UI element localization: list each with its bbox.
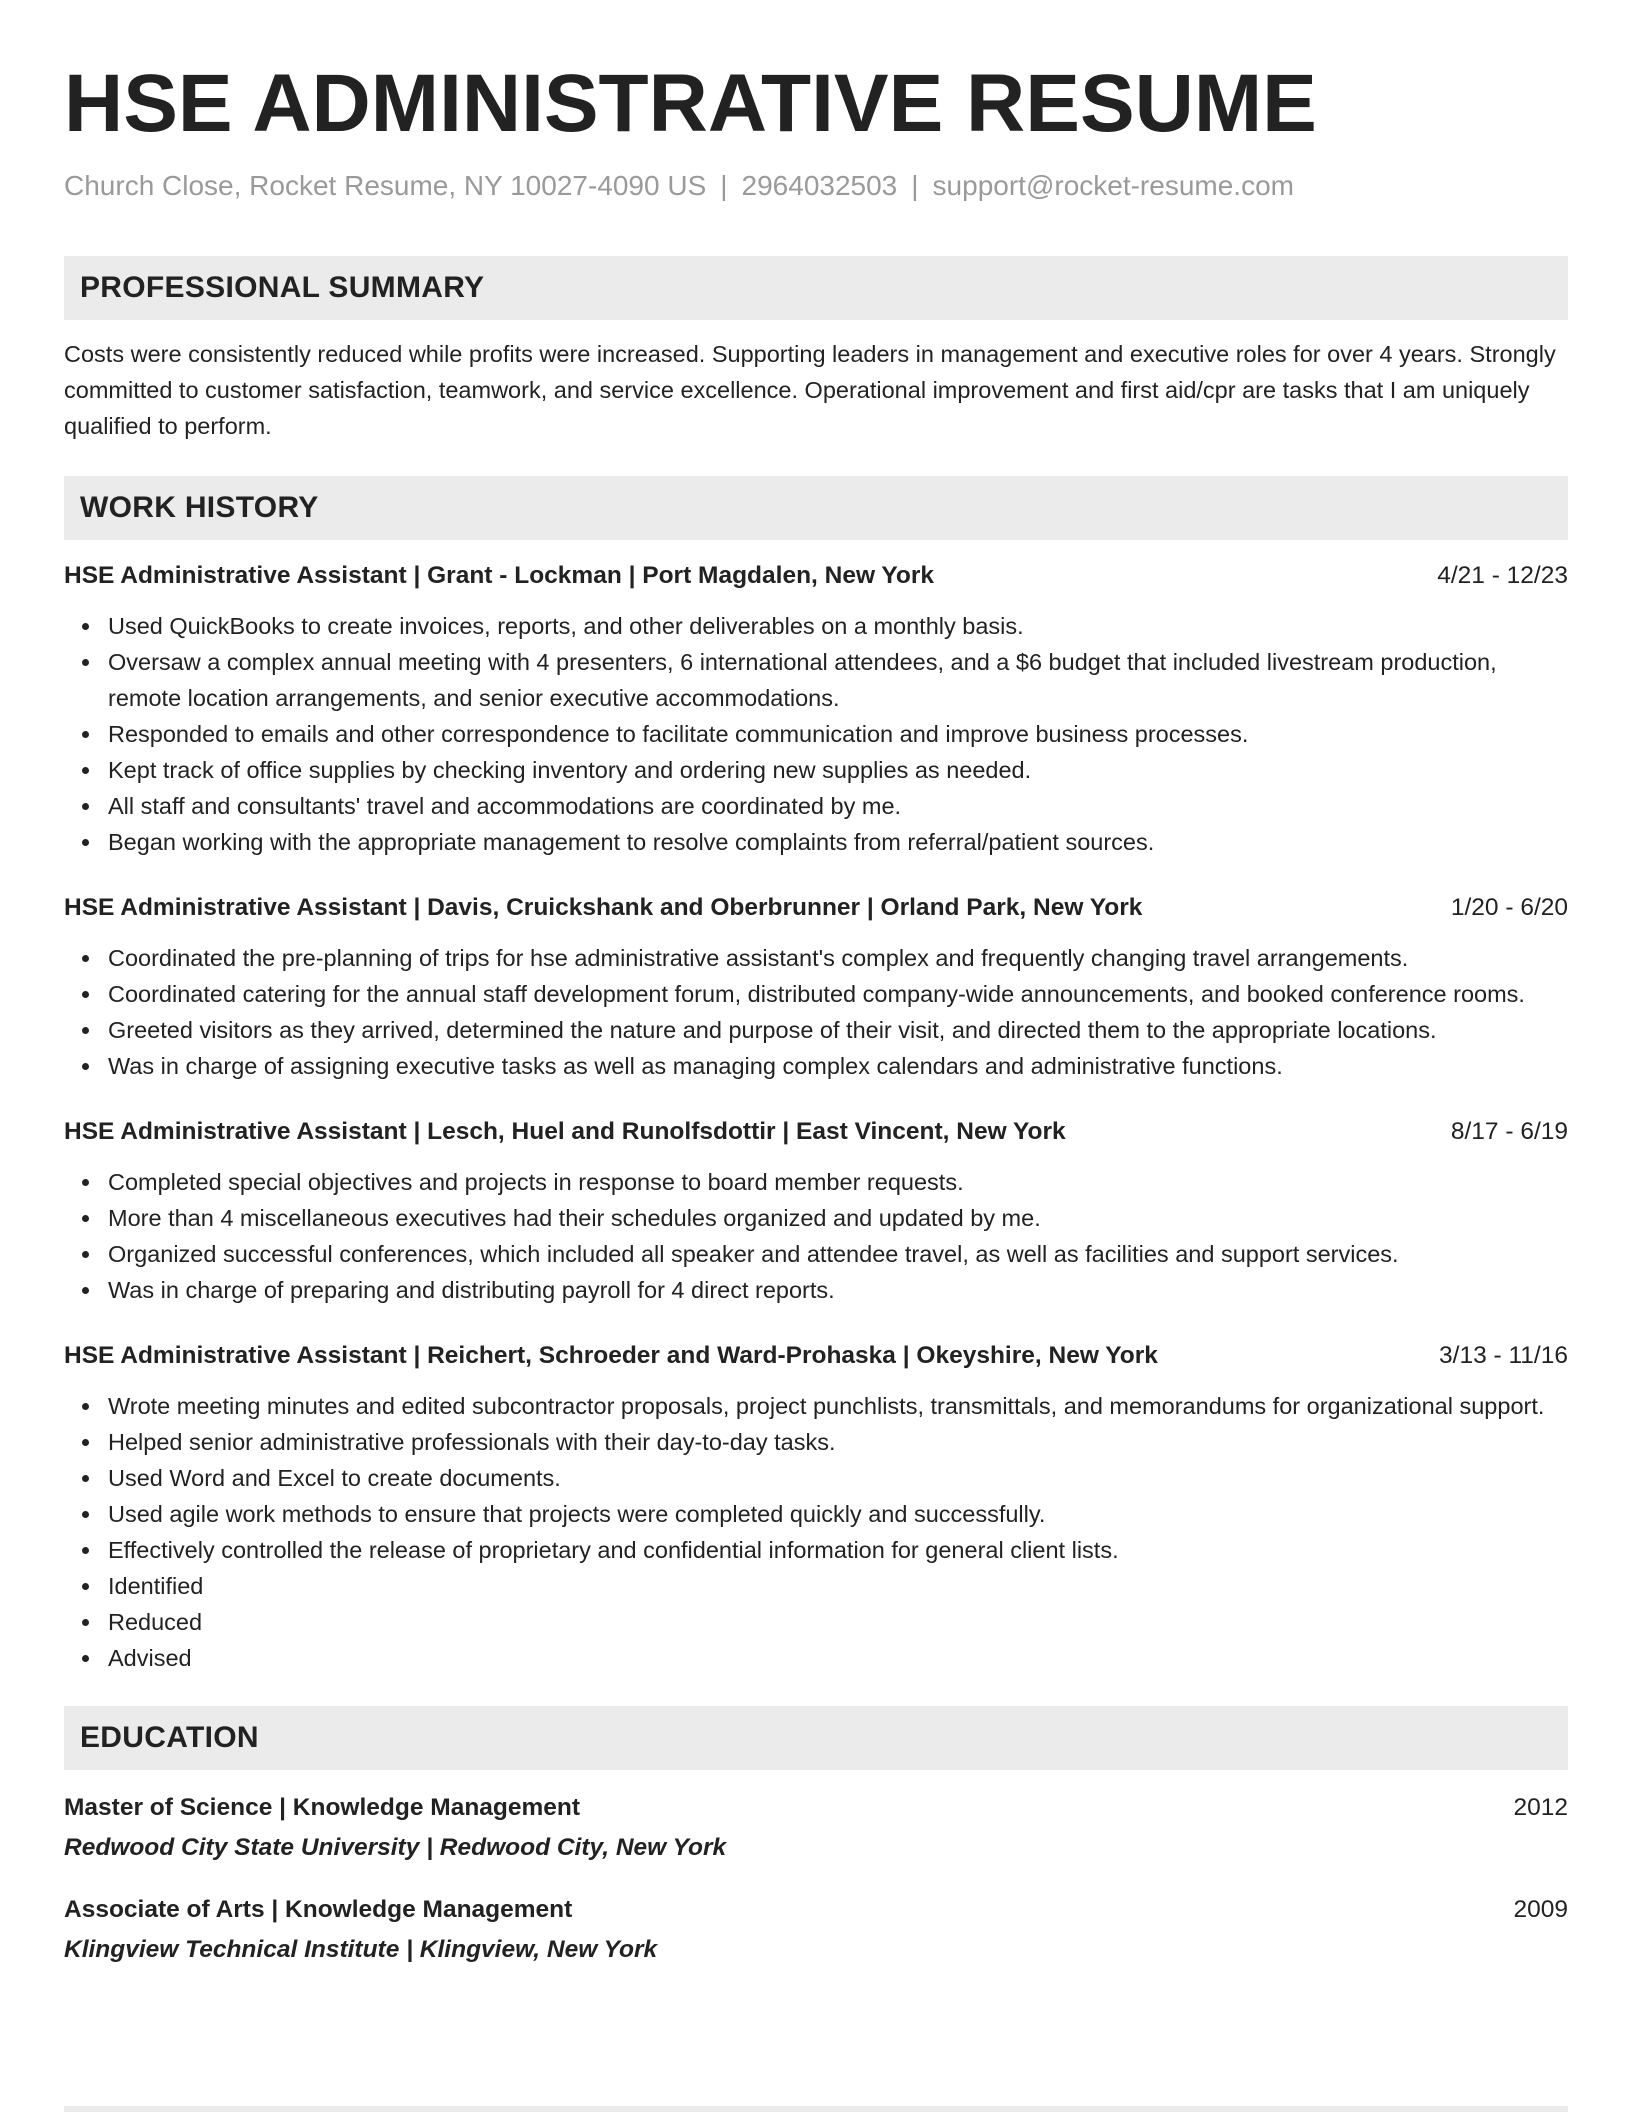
education-header — [64, 1790, 1568, 1826]
contact-separator: | — [911, 170, 919, 201]
job-title: HSE Administrative Assistant | Grant - Lockman | Port Magdalen, New York — [64, 562, 935, 589]
job-bullet: Was in charge of assigning executive tasks as well as managing complex calendars and administrative functions. — [108, 1048, 1568, 1084]
education-degree: Associate of Arts | Knowledge Management — [64, 1896, 573, 1923]
job-bullet: Began working with the appropriate management to resolve complaints from referral/patient sources. — [108, 824, 1568, 860]
resume-title: HSE ADMINISTRATIVE RESUME — [64, 58, 1317, 149]
education-year: 2012 — [1513, 1794, 1568, 1821]
job-bullet-list — [64, 608, 1568, 860]
job-bullet: Coordinated catering for the annual staff development forum, distributed company-wide announcements, and booked conference rooms. — [108, 976, 1568, 1012]
job-title: HSE Administrative Assistant | Davis, Cruickshank and Oberbrunner | Orland Park, New York — [64, 894, 1143, 921]
job-bullet-list — [64, 1388, 1568, 1676]
job-entry — [64, 890, 1568, 1084]
job-dates: 3/13 - 11/16 — [1439, 1342, 1568, 1369]
job-bullet: Oversaw a complex annual meeting with 4 presenters, 6 international attendees, and a $6 budget that included livestream production, remote location arrangements, and senior executive accommodations. — [108, 644, 1568, 716]
job-dates: 1/20 - 6/20 — [1450, 894, 1568, 921]
job-bullet-list — [64, 940, 1568, 1084]
contact-address: Church Close, Rocket Resume, NY 10027-4090 US — [64, 170, 707, 201]
job-bullet: Identified — [108, 1568, 1568, 1604]
contact-email: support@rocket-resume.com — [932, 170, 1294, 201]
section-header-work-history: WORK HISTORY — [64, 476, 1568, 540]
section-header-education: EDUCATION — [64, 1706, 1568, 1770]
job-header — [64, 1114, 1568, 1150]
section-header-summary: PROFESSIONAL SUMMARY — [64, 256, 1568, 320]
job-bullet: Advised — [108, 1640, 1568, 1676]
job-bullet: Reduced — [108, 1604, 1568, 1640]
education-degree: Master of Science | Knowledge Management — [64, 1794, 581, 1821]
education-entry — [64, 1892, 1568, 1968]
job-bullet: Responded to emails and other correspondence to facilitate communication and improve business processes. — [108, 716, 1568, 752]
contact-line — [64, 168, 1568, 204]
education-year: 2009 — [1513, 1896, 1568, 1923]
job-header — [64, 1338, 1568, 1374]
job-entry — [64, 1338, 1568, 1676]
job-header — [64, 890, 1568, 926]
job-bullet: Greeted visitors as they arrived, determined the nature and purpose of their visit, and directed them to the appropriate locations. — [108, 1012, 1568, 1048]
job-title: HSE Administrative Assistant | Lesch, Huel and Runolfsdottir | East Vincent, New York — [64, 1118, 1066, 1145]
contact-phone: 2964032503 — [741, 170, 898, 201]
job-bullet: More than 4 miscellaneous executives had their schedules organized and updated by me. — [108, 1200, 1568, 1236]
job-bullet: Organized successful conferences, which included all speaker and attendee travel, as well as facilities and support services. — [108, 1236, 1568, 1272]
job-bullet: Kept track of office supplies by checking inventory and ordering new supplies as needed. — [108, 752, 1568, 788]
job-dates: 8/17 - 6/19 — [1450, 1118, 1568, 1145]
job-bullet: Wrote meeting minutes and edited subcontractor proposals, project punchlists, transmittals, and memorandums for organizational support. — [108, 1388, 1568, 1424]
job-bullet: Was in charge of preparing and distributing payroll for 4 direct reports. — [108, 1272, 1568, 1308]
education-header — [64, 1892, 1568, 1928]
job-bullet: Effectively controlled the release of proprietary and confidential information for general client lists. — [108, 1532, 1568, 1568]
job-bullet-list — [64, 1164, 1568, 1308]
contact-separator: | — [720, 170, 728, 201]
summary-text: Costs were consistently reduced while profits were increased. Supporting leaders in management and executive roles for over 4 years. Strongly committed to customer satisfaction, teamwork, and service excellence. Operational improvement and first aid/cpr are tasks that I am uniquely qualified to perform. — [64, 341, 1556, 439]
job-bullet: Completed special objectives and projects in response to board member requests. — [108, 1164, 1568, 1200]
job-bullet: Used Word and Excel to create documents. — [108, 1460, 1568, 1496]
education-school: Redwood City State University | Redwood City, New York — [64, 1834, 727, 1861]
job-header — [64, 558, 1568, 594]
job-bullet: All staff and consultants' travel and accommodations are coordinated by me. — [108, 788, 1568, 824]
job-bullet: Helped senior administrative professionals with their day-to-day tasks. — [108, 1424, 1568, 1460]
job-bullet: Used agile work methods to ensure that projects were completed quickly and successfully. — [108, 1496, 1568, 1532]
job-bullet: Used QuickBooks to create invoices, reports, and other deliverables on a monthly basis. — [108, 608, 1568, 644]
next-section-header-edge — [64, 2106, 1568, 2112]
education-entry — [64, 1790, 1568, 1866]
job-title: HSE Administrative Assistant | Reichert, Schroeder and Ward-Prohaska | Okeyshire, New York — [64, 1342, 1158, 1369]
job-entry — [64, 1114, 1568, 1308]
job-bullet: Coordinated the pre-planning of trips for hse administrative assistant's complex and frequently changing travel arrangements. — [108, 940, 1568, 976]
education-school: Klingview Technical Institute | Klingview, New York — [64, 1936, 658, 1963]
job-dates: 4/21 - 12/23 — [1437, 562, 1568, 589]
job-entry — [64, 558, 1568, 860]
